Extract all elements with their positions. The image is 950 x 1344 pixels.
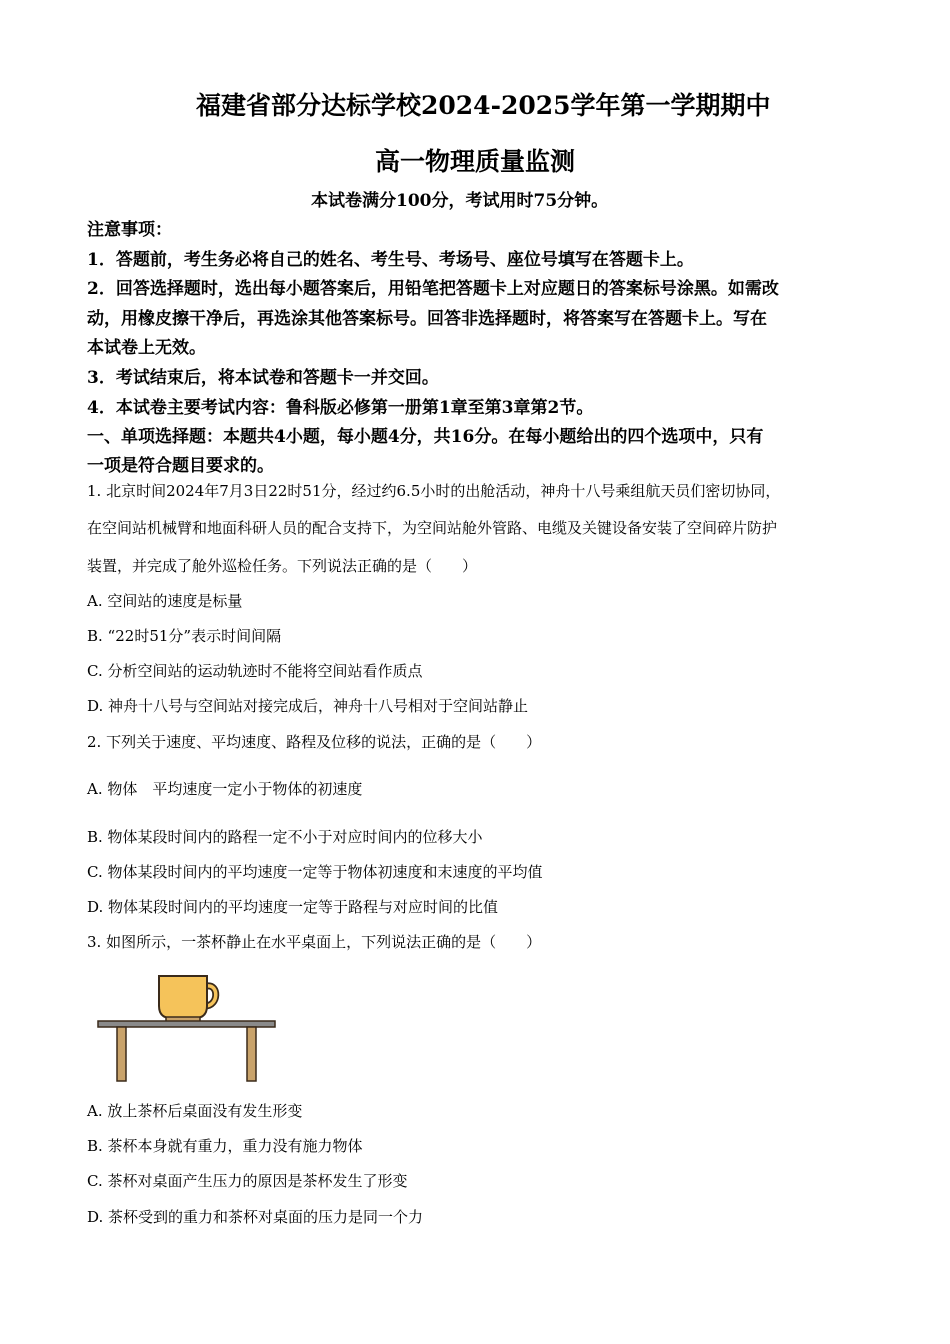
q1-stem-line2: 在空间站机械臂和地面科研人员的配合支持下，为空间站舱外管路、电缆及关键设备安装了空间碎片防护 — [87, 519, 778, 537]
q2-option-a: A. 物体 平均速度一定小于物体的初速度 — [87, 780, 363, 798]
section1-heading-line1: 一、单项选择题：本题共4小题，每小题4分，共16分。在每小题给出的四个选项中，只有 — [87, 427, 764, 447]
q2-stem: 2. 下列关于速度、平均速度、路程及位移的说法，正确的是（ ） — [87, 733, 542, 751]
q2-option-c: C. 物体某段时间内的平均速度一定等于物体初速度和末速度的平均值 — [87, 863, 543, 881]
table-top — [98, 1021, 275, 1027]
cup-on-table-figure — [95, 972, 280, 1084]
q2-option-b: B. 物体某段时间内的路程一定不小于对应时间内的位移大小 — [87, 828, 483, 846]
q3-option-a: A. 放上茶杯后桌面没有发生形变 — [87, 1102, 303, 1120]
cup-body — [159, 976, 207, 1018]
q1-option-a: A. 空间站的速度是标量 — [87, 592, 243, 610]
q3-option-c: C. 茶杯对桌面产生压力的原因是茶杯发生了形变 — [87, 1172, 408, 1190]
q3-option-b: B. 茶杯本身就有重力，重力没有施力物体 — [87, 1137, 363, 1155]
q2-option-d: D. 物体某段时间内的平均速度一定等于路程与对应时间的比值 — [87, 898, 499, 916]
table-leg-left — [117, 1027, 126, 1081]
q1-stem-line1: 1. 北京时间2024年7月3日22时51分，经过约6.5小时的出舱活动，神舟十八号乘组航天员们密切协同， — [87, 482, 781, 500]
exam-info: 本试卷满分100分，考试用时75分钟。 — [311, 191, 609, 211]
notice-item-2-line2: 动，用橡皮擦干净后，再选涂其他答案标号。回答非选择题时，将答案写在答题卡上。写在 — [87, 309, 767, 329]
notice-item-2-line3: 本试卷上无效。 — [87, 338, 206, 358]
q1-option-c: C. 分析空间站的运动轨迹时不能将空间站看作质点 — [87, 662, 423, 680]
q1-stem-line3: 装置，并完成了舱外巡检任务。下列说法正确的是（ ） — [87, 557, 478, 575]
q1-option-b: B. “22时51分”表示时间间隔 — [87, 627, 282, 645]
q3-stem: 3. 如图所示，一茶杯静止在水平桌面上，下列说法正确的是（ ） — [87, 933, 542, 951]
notice-item-1: 1．答题前，考生务必将自己的姓名、考生号、考场号、座位号填写在答题卡上。 — [87, 250, 694, 270]
section1-heading-line2: 一项是符合题目要求的。 — [87, 456, 274, 476]
exam-title-line2: 高一物理质量监测 — [375, 147, 576, 176]
q1-option-d: D. 神舟十八号与空间站对接完成后，神舟十八号相对于空间站静止 — [87, 697, 529, 715]
notice-item-3: 3．考试结束后，将本试卷和答题卡一并交回。 — [87, 368, 439, 388]
exam-title-line1: 福建省部分达标学校2024-2025学年第一学期期中 — [196, 91, 771, 120]
notice-heading: 注意事项： — [87, 220, 172, 240]
q3-option-d: D. 茶杯受到的重力和茶杯对桌面的压力是同一个力 — [87, 1208, 424, 1226]
table-leg-right — [247, 1027, 256, 1081]
notice-item-2-line1: 2．回答选择题时，选出每小题答案后，用铅笔把答题卡上对应题日的答案标号涂黑。如需改 — [87, 279, 779, 299]
notice-item-4: 4．本试卷主要考试内容：鲁科版必修第一册第1章至第3章第2节。 — [87, 398, 594, 418]
